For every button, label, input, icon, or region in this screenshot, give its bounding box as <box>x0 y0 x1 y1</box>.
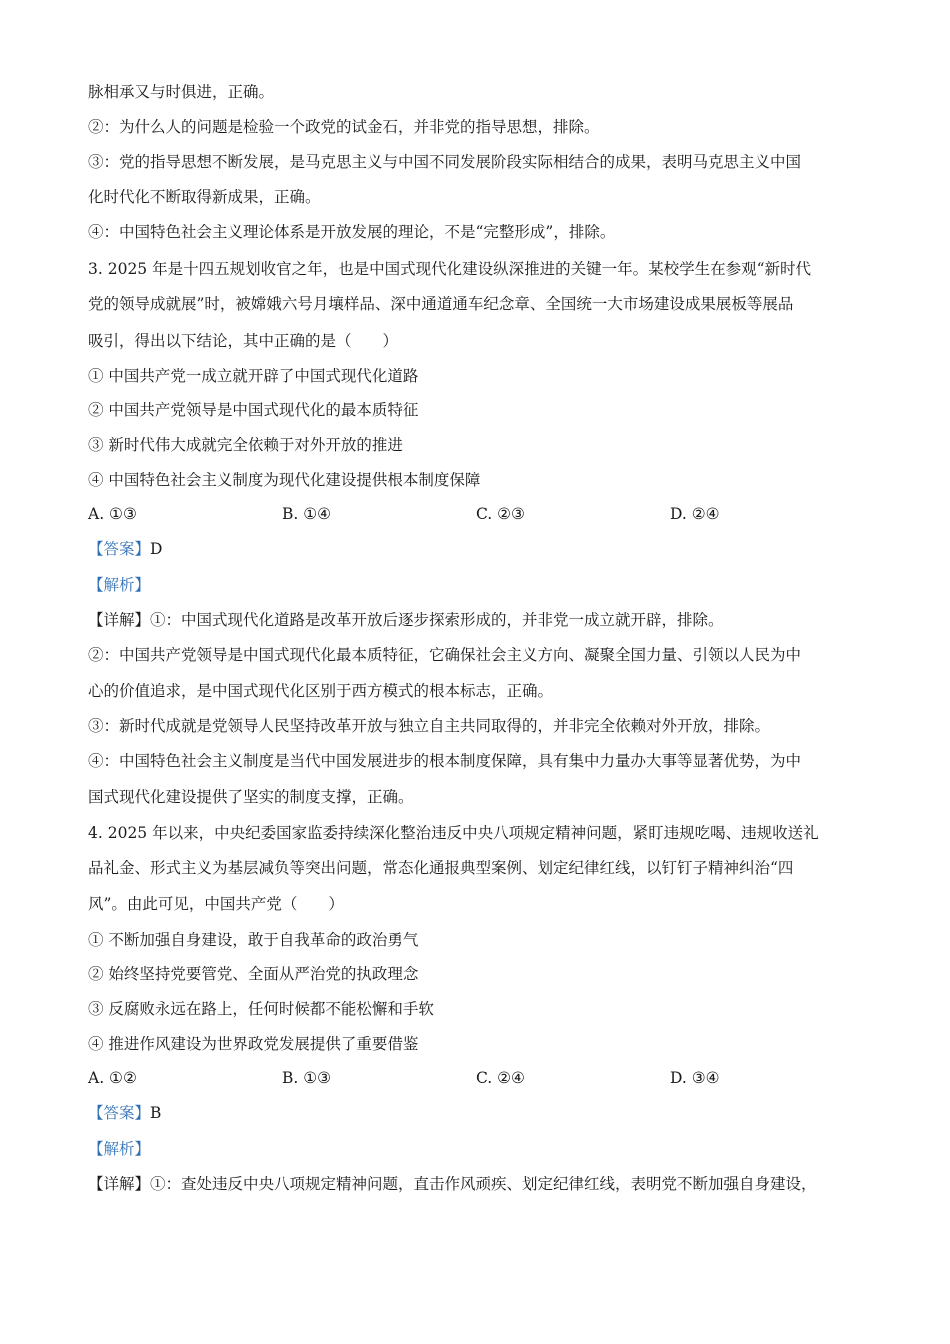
detail-line: ③：新时代成就是党领导人民坚持改革开放与独立自主共同取得的，并非完全依赖对外开放，排除。 <box>88 717 771 735</box>
option-a: A. ①② <box>88 1069 137 1087</box>
option-b: B. ①③ <box>282 1069 332 1087</box>
analysis-line <box>88 575 874 595</box>
statement-item: ④ 推进作风建设为世界政党发展提供了重要借鉴 <box>88 1035 419 1053</box>
detail-line: 心的价值追求，是中国式现代化区别于西方模式的根本标志，正确。 <box>88 682 554 700</box>
statement-item: ① 不断加强自身建设，敢于自我革命的政治勇气 <box>88 931 419 949</box>
analysis-tag: 【解析】 <box>88 576 151 594</box>
option-d: D. ③④ <box>670 1069 720 1087</box>
detail-tag: 【详解】 <box>88 1175 151 1193</box>
text-line: ④：中国特色社会主义理论体系是开放发展的理论，不是“完整形成”，排除。 <box>88 223 616 241</box>
statement-item: ② 始终坚持党要管党、全面从严治党的执政理念 <box>88 965 419 983</box>
answer-value: D <box>150 540 163 558</box>
answer-line <box>88 539 874 559</box>
option-c: C. ②④ <box>476 1069 525 1087</box>
text-line: 脉相承又与时俱进，正确。 <box>88 83 275 101</box>
question-4-stem: 风”。由此可见，中国共产党（ ） <box>88 895 344 913</box>
answer-value: B <box>150 1104 162 1122</box>
detail-text: ①：查处违反中央八项规定精神问题，直击作风顽疾、划定纪律红线，表明党不断加强自身建设， <box>150 1175 817 1193</box>
option-b: B. ①④ <box>282 505 332 523</box>
analysis-tag: 【解析】 <box>88 1140 151 1158</box>
detail-text: ①：中国式现代化道路是改革开放后逐步探索形成的，并非党一成立就开辟，排除。 <box>150 611 724 629</box>
answer-line <box>88 1103 874 1123</box>
statement-item: ③ 新时代伟大成就完全依赖于对外开放的推进 <box>88 436 403 454</box>
text-line: ②：为什么人的问题是检验一个政党的试金石，并非党的指导思想，排除。 <box>88 118 600 136</box>
option-d: D. ②④ <box>670 505 720 523</box>
detail-line: 国式现代化建设提供了坚实的制度支撑，正确。 <box>88 788 414 806</box>
question-3-stem: 吸引，得出以下结论，其中正确的是（ ） <box>88 332 399 350</box>
answer-tag: 【答案】 <box>88 540 151 558</box>
text-line: ③：党的指导思想不断发展，是马克思主义与中国不同发展阶段实际相结合的成果，表明马克思主义中国 <box>88 153 802 171</box>
detail-line <box>88 1174 874 1194</box>
option-c: C. ②③ <box>476 505 525 523</box>
detail-line: ②：中国共产党领导是中国式现代化最本质特征，它确保社会主义方向、凝聚全国力量、引领以人民为中 <box>88 646 802 664</box>
detail-line: ④：中国特色社会主义制度是当代中国发展进步的根本制度保障，具有集中力量办大事等显著优势，为中 <box>88 752 802 770</box>
analysis-line <box>88 1139 874 1159</box>
detail-line <box>88 610 874 630</box>
question-4-stem: 4. 2025 年以来，中央纪委国家监委持续深化整治违反中央八项规定精神问题，紧盯违规吃喝、违规收送礼 <box>88 824 819 842</box>
statement-item: ③ 反腐败永远在路上，任何时候都不能松懈和手软 <box>88 1000 434 1018</box>
option-a: A. ①③ <box>88 505 137 523</box>
statement-item: ④ 中国特色社会主义制度为现代化建设提供根本制度保障 <box>88 471 481 489</box>
question-3-stem: 党的领导成就展”时，被嫦娥六号月壤样品、深中通道通车纪念章、全国统一大市场建设成果展板等展品 <box>88 295 794 313</box>
statement-item: ② 中国共产党领导是中国式现代化的最本质特征 <box>88 401 419 419</box>
question-3-stem: 3. 2025 年是十四五规划收官之年，也是中国式现代化建设纵深推进的关键一年。某校学生在参观“新时代 <box>88 260 812 278</box>
answer-tag: 【答案】 <box>88 1104 151 1122</box>
question-4-stem: 品礼金、形式主义为基层减负等突出问题，常态化通报典型案例、划定纪律红线，以钉钉子精神纠治“四 <box>88 859 794 877</box>
detail-tag: 【详解】 <box>88 611 151 629</box>
text-line: 化时代化不断取得新成果，正确。 <box>88 188 321 206</box>
statement-item: ① 中国共产党一成立就开辟了中国式现代化道路 <box>88 367 419 385</box>
